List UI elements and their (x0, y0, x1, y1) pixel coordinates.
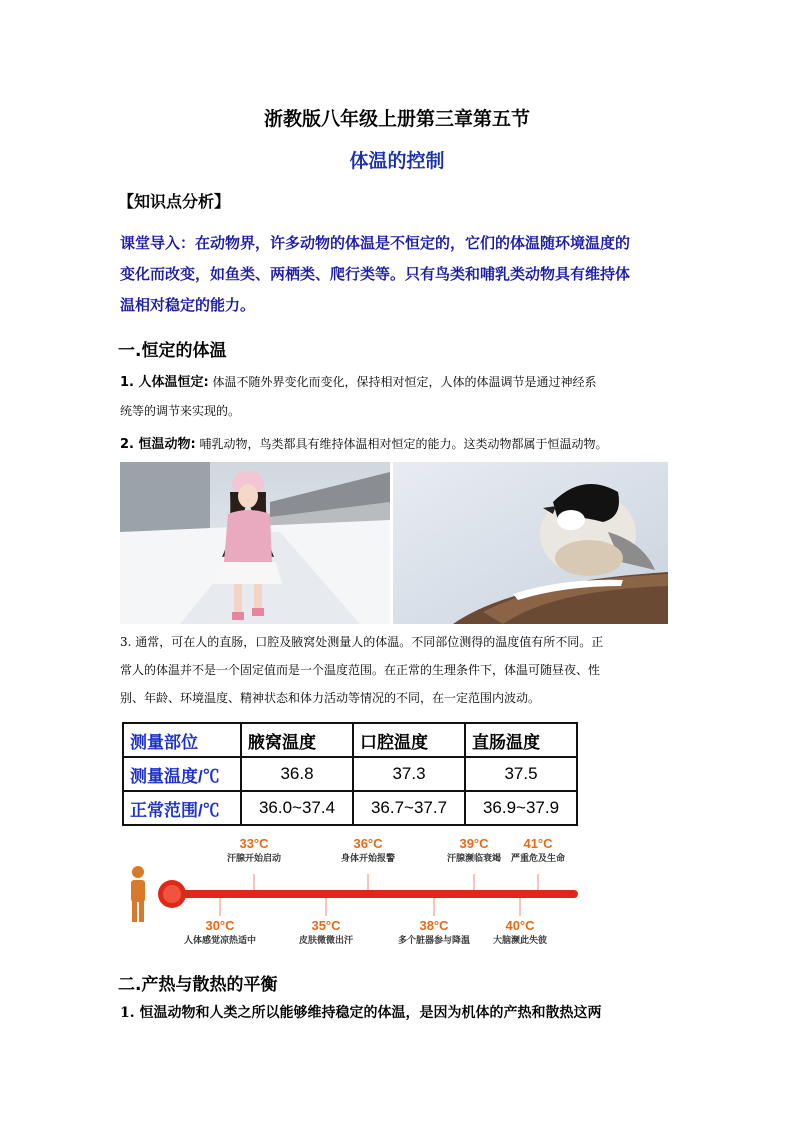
scale-top-36: 36°C 身体开始报警 (340, 836, 395, 863)
scale-bottom-40: 40°C 大脑濒此失彼 (492, 918, 547, 945)
table-cell: 口腔温度 (353, 723, 465, 757)
page-title: 浙教版八年级上册第三章第五节 (263, 108, 530, 130)
temperature-scale (118, 836, 588, 954)
scale-top-33: 33°C 汗腺开始启动 (226, 836, 281, 863)
intro-line2: 变化而改变，如鱼类、两栖类、爬行类等。只有鸟类和哺乳类动物具有维持体 (120, 265, 631, 283)
bird-photo (393, 462, 668, 624)
intro-paragraph (120, 228, 680, 321)
intro-line1: 在动物界，许多动物的体温是不恒定的，它们的体温随环境温度的 (195, 234, 631, 252)
table-cell: 36.7~37.7 (353, 791, 465, 825)
section2-heading: 二.产热与散热的平衡 (118, 975, 278, 995)
section1-p1 (120, 368, 680, 425)
table-cell: 正常范围/℃ (123, 791, 241, 825)
p3-line2: 常人的体温并不是一个固定值而是一个温度范围。在正常的生理条件下，体温可随昼夜、性 (120, 663, 601, 677)
p1-label: 1. 人体温恒定: (120, 375, 209, 390)
intro-lead: 课堂导入： (120, 234, 196, 252)
scale-top-39: 39°C 汗腺濒临衰竭 (446, 836, 501, 863)
p1-line1: 体温不随外界变化而变化，保持相对恒定，人体的体温调节是通过神经系 (208, 375, 597, 389)
table-cell: 36.0~37.4 (241, 791, 353, 825)
p1-line2: 统等的调节来实现的。 (120, 404, 241, 418)
table-cell: 36.9~37.9 (465, 791, 577, 825)
girl-snow-photo (120, 462, 390, 624)
scale-top-41: 41°C 严重危及生命 (510, 836, 565, 863)
table-cell: 36.8 (241, 757, 353, 791)
table-cell: 测量温度/℃ (123, 757, 241, 791)
section1-p3 (120, 628, 680, 712)
scale-bottom-30: 30°C 人体感觉凉热适中 (183, 918, 256, 945)
scale-bottom-35: 35°C 皮肤微微出汗 (298, 918, 353, 945)
section2-p1: 1. 恒温动物和人类之所以能够维持稳定的体温，是因为机体的产热和散热这两 (120, 1005, 602, 1021)
table-row (123, 723, 577, 757)
p2-text: 哺乳动物，鸟类都具有维持体温相对恒定的能力。这类动物都属于恒温动物。 (195, 437, 608, 451)
page-subtitle: 体温的控制 (349, 150, 445, 172)
table-cell: 直肠温度 (465, 723, 577, 757)
section1-p2 (120, 430, 680, 459)
temperature-table (122, 722, 578, 826)
table-cell: 37.5 (465, 757, 577, 791)
section1-heading: 一.恒定的体温 (118, 341, 227, 361)
p3-line3: 别、年龄、环境温度、精神状态和体力活动等情况的不同，在一定范围内波动。 (120, 691, 541, 705)
table-row (123, 757, 577, 791)
table-cell: 测量部位 (123, 723, 241, 757)
table-cell: 腋窝温度 (241, 723, 353, 757)
knowledge-tag: 【知识点分析】 (118, 192, 231, 211)
p3-line1: 3. 通常，可在人的直肠，口腔及腋窝处测量人的体温。不同部位测得的温度值有所不同。正 (120, 635, 604, 649)
table-row (123, 791, 577, 825)
p2-label: 2. 恒温动物: (120, 437, 196, 452)
intro-line3: 温相对稳定的能力。 (120, 296, 256, 314)
person-icon (131, 866, 145, 922)
scale-bottom-38: 38°C 多个脏器参与降温 (397, 918, 470, 945)
scale-bar (170, 890, 578, 898)
table-cell: 37.3 (353, 757, 465, 791)
